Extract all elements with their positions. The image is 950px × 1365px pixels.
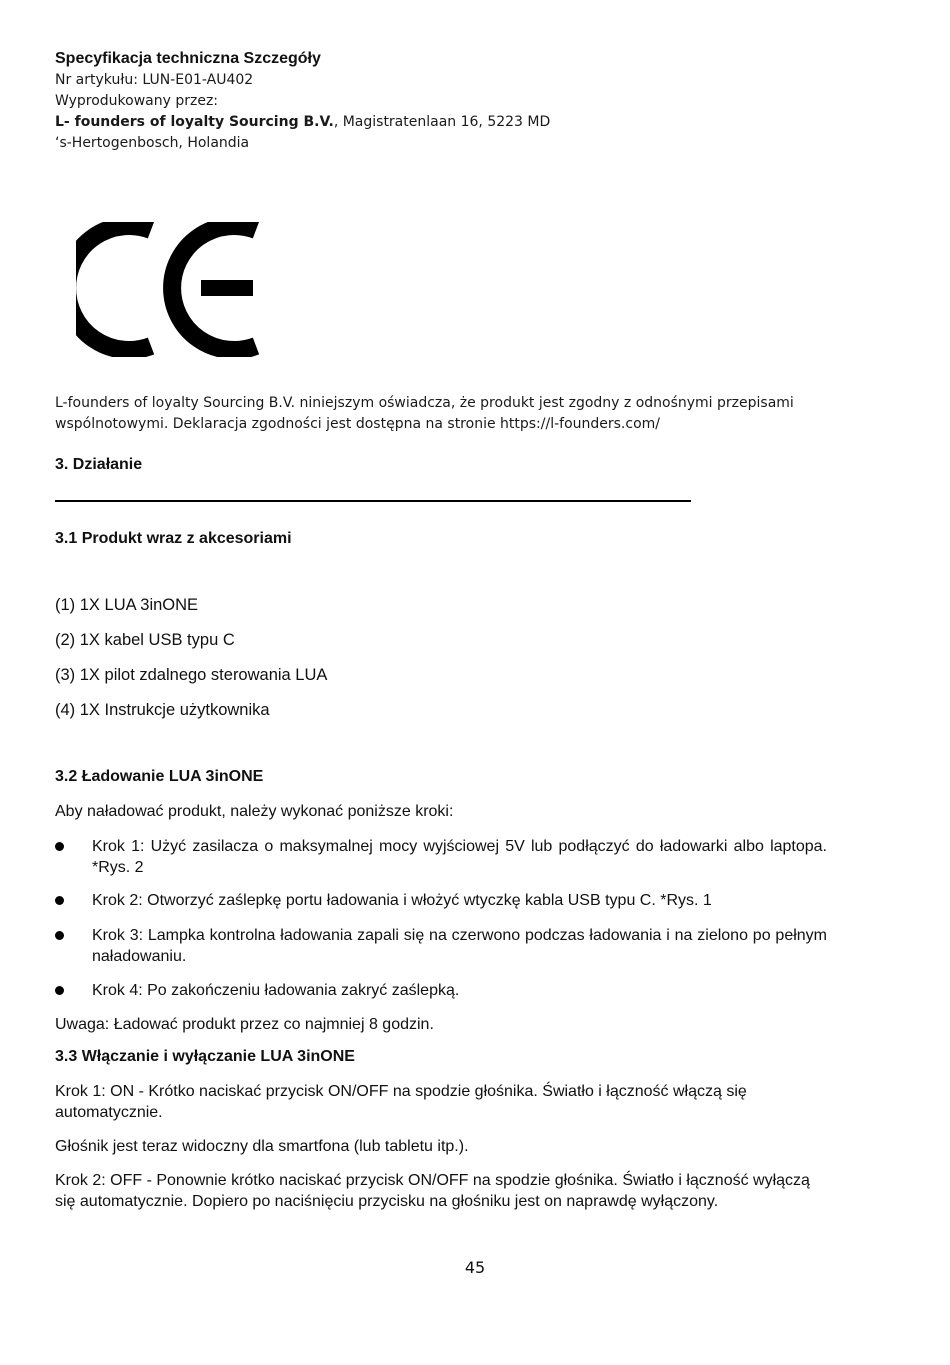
charging-intro: Aby naładować produkt, należy wykonać poniższe kroki:	[55, 803, 454, 820]
declaration-line-1: L-founders of loyalty Sourcing B.V. niniejszym oświadcza, że produkt jest zgodny z odnośnymi przepisami	[55, 395, 794, 411]
section-3-2-heading: 3.2 Ładowanie LUA 3inONE	[55, 768, 264, 785]
power-on-step: Krok 1: ON - Krótko naciskać przycisk ON/OFF na spodzie głośnika. Światło i łączność włączą się automatycznie.	[55, 1083, 747, 1121]
section-3-1-heading: 3.1 Produkt wraz z akcesoriami	[55, 530, 292, 547]
declaration-text	[55, 393, 835, 435]
section-divider	[55, 500, 691, 502]
list-item: (3) 1X pilot zdalnego sterowania LUA	[55, 666, 328, 684]
page-number: 45	[464, 1258, 486, 1277]
manufacturer-city: ‘s-Hertogenbosch, Holandia	[55, 135, 250, 151]
list-item: (2) 1X kabel USB typu C	[55, 631, 235, 649]
section-3-3-heading: 3.3 Włączanie i wyłączanie LUA 3inONE	[55, 1048, 355, 1065]
bullet-icon	[55, 986, 64, 995]
charging-step-text: Krok 3: Lampka kontrolna ładowania zapali się na czerwono podczas ładowania i na zielono po pełnym naładowaniu.	[92, 927, 827, 965]
list-item: (4) 1X Instrukcje użytkownika	[55, 701, 270, 719]
section-3-heading: 3. Działanie	[55, 456, 143, 473]
bullet-icon	[55, 842, 64, 851]
bullet-icon	[55, 931, 64, 940]
manufacturer-line	[55, 112, 550, 132]
declaration-line-2: wspólnotowymi. Deklaracja zgodności jest dostępna na stronie https://l-founders.com/	[55, 416, 661, 432]
charging-step-text: Krok 1: Użyć zasilacza o maksymalnej mocy wyjściowej 5V lub podłączyć do ładowarki albo laptopa. *Rys. 2	[92, 838, 827, 876]
charging-step-text: Krok 4: Po zakończeniu ładowania zakryć zaślepką.	[92, 982, 460, 999]
ce-mark-logo	[76, 222, 266, 357]
visibility-note: Głośnik jest teraz widoczny dla smartfona (lub tabletu itp.).	[55, 1138, 469, 1155]
produced-by: Wyprodukowany przez:	[55, 93, 219, 109]
power-off-step: Krok 2: OFF - Ponownie krótko naciskać przycisk ON/OFF na spodzie głośnika. Światło i łączność wyłączą się automatycznie. Dopiero po naciśnięciu przycisku na głośniku jest on naprawdę wyłączony.	[55, 1172, 810, 1210]
charging-step-text: Krok 2: Otworzyć zaślepkę portu ładowania i włożyć wtyczkę kabla USB typu C. *Rys. 1	[92, 892, 712, 909]
charging-note: Uwaga: Ładować produkt przez co najmniej 8 godzin.	[55, 1016, 434, 1033]
spec-title: Specyfikacja techniczna Szczegóły	[55, 50, 321, 67]
manufacturer-address: , Magistratenlaan 16, 5223 MD	[333, 114, 551, 130]
list-item: (1) 1X LUA 3inONE	[55, 596, 199, 614]
bullet-icon	[55, 896, 64, 905]
article-number: Nr artykułu: LUN-E01-AU402	[55, 72, 254, 88]
manufacturer-name: L- founders of loyalty Sourcing B.V.	[55, 114, 334, 130]
